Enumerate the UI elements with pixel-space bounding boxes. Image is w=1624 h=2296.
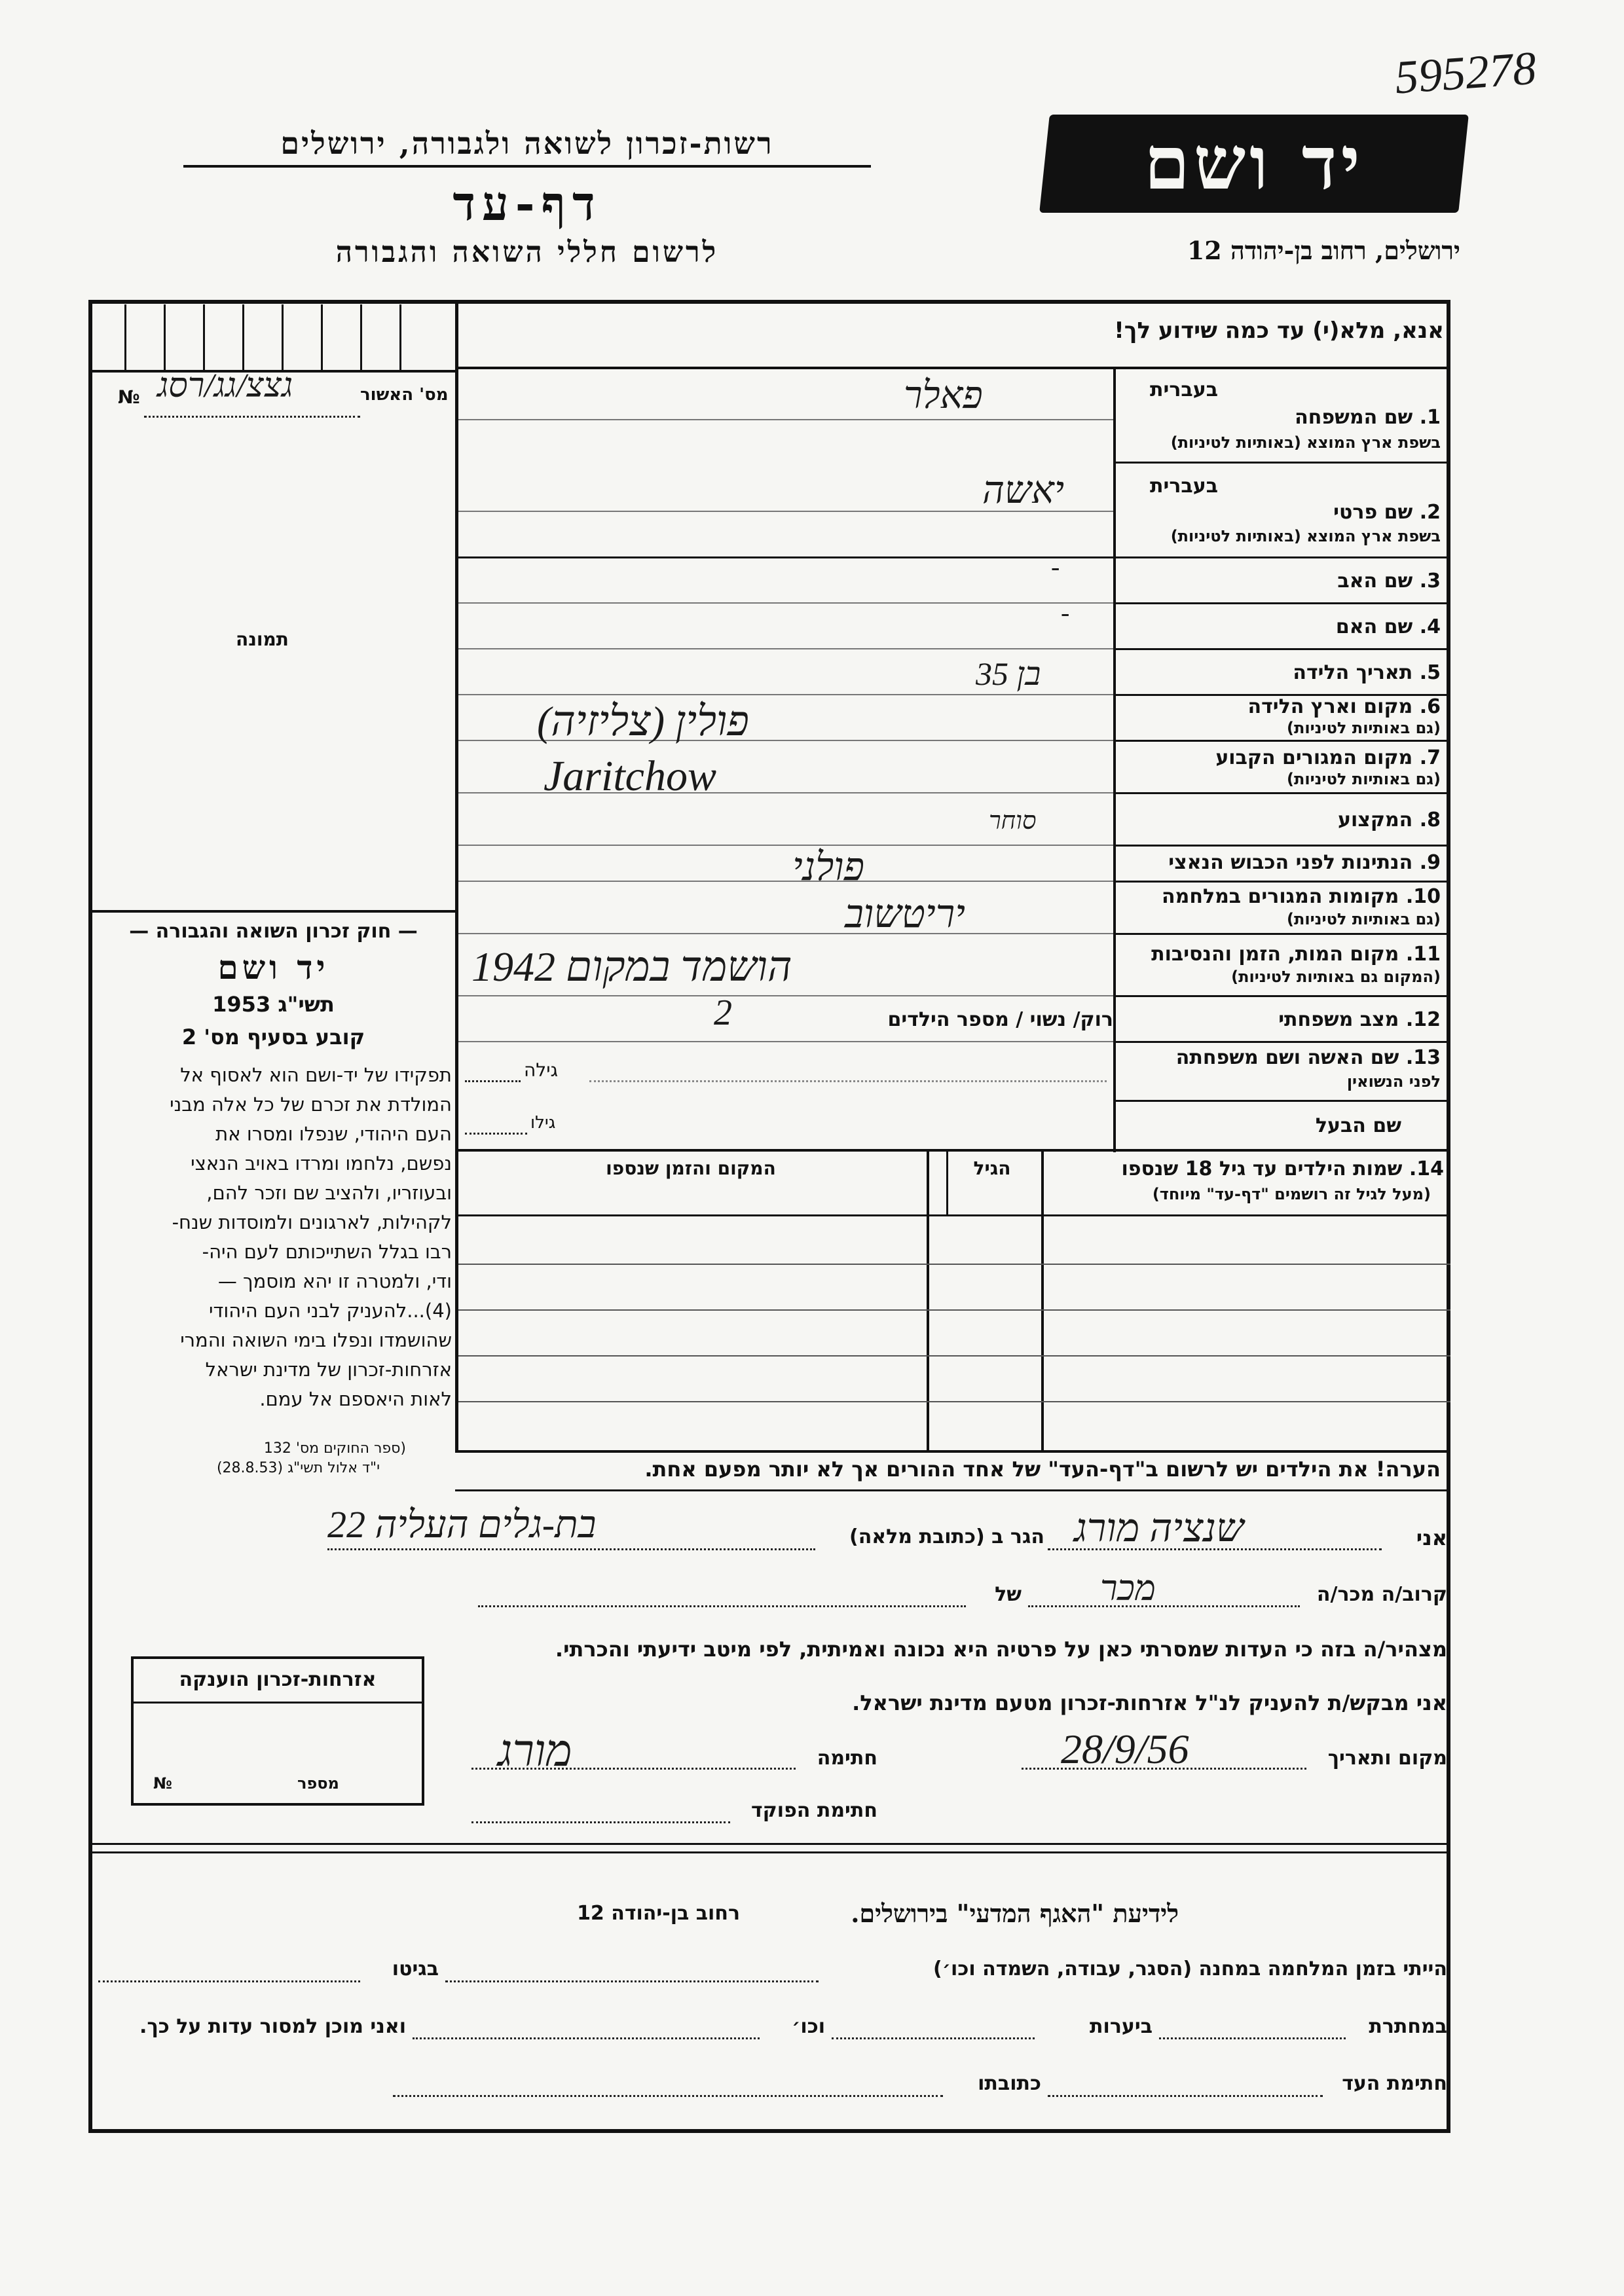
- row-line: [455, 556, 1450, 558]
- field-7-sub: (גם באותיות לטיניות): [1287, 770, 1441, 788]
- field-13-text: שם האשה ושם משפחתה: [1175, 1046, 1399, 1069]
- footer-ghetto-dots: [98, 1980, 360, 1982]
- tick: [321, 304, 323, 370]
- memorial-box-no: №: [153, 1774, 172, 1793]
- field-2-number: 2.: [1419, 501, 1441, 524]
- law-reference: (ספר החוקים מס' 132: [263, 1440, 406, 1457]
- field-4-text: שם האם: [1335, 615, 1413, 638]
- officer-signature-dots: [471, 1821, 730, 1823]
- row-line: [1113, 881, 1450, 883]
- field-13-sub: לפני הנשואין: [1346, 1072, 1441, 1091]
- value-line: [458, 648, 1113, 649]
- children-label: 14. שמות הילדים עד גיל 18 שנספו: [1121, 1157, 1444, 1180]
- field-10-text: מקומות המגורים במלחמה: [1162, 885, 1399, 908]
- field-8-text: המקצוע: [1337, 809, 1413, 831]
- footer-etc-label: וכו׳: [792, 2015, 825, 2038]
- logo-text: יד ושם: [1143, 120, 1365, 206]
- footer-ghetto-label: בגיטו: [392, 1958, 439, 1980]
- footer-title: לידיעת "האגף המדעי" בירושלים.: [851, 1899, 1179, 1928]
- value-line: [458, 602, 1113, 604]
- field-5-value[interactable]: בן 35: [976, 655, 1041, 692]
- field-6-sub: (גם באותיות לטיניות): [1287, 719, 1441, 737]
- approval-number-value[interactable]: גצצ/גג/רסג: [157, 367, 293, 405]
- field-12-label: [1126, 1008, 1441, 1031]
- children-header-line: [455, 1214, 1450, 1216]
- field-12-number: 12.: [1405, 1008, 1441, 1031]
- footer-sign-label: חתימת העד: [1342, 2072, 1447, 2095]
- witness-resides-label: הגר ב (כתובת מלאה): [849, 1525, 1044, 1548]
- tick: [164, 304, 166, 370]
- officer-signature-label: חתימת הפוקד: [751, 1799, 877, 1822]
- field-1-value[interactable]: פאלר: [904, 374, 983, 416]
- field-9-label: [1126, 851, 1441, 874]
- law-line: שהושמדו ונפלו בימי השואה והמרי: [180, 1329, 452, 1351]
- field-8-value[interactable]: סוחר: [989, 807, 1037, 835]
- law-line: לקהילות, לארגונים ולמוסדות שנח-: [172, 1211, 452, 1233]
- value-line: [458, 845, 1113, 846]
- field-5-text: תאריך הלידה: [1293, 661, 1413, 684]
- left-panel-divider: [455, 300, 458, 1452]
- field-1-label: [1126, 406, 1441, 429]
- value-line: [458, 419, 1113, 420]
- husband-age-label: גילו: [530, 1113, 556, 1133]
- field-1-sub: בשפת ארץ המוצא (באותיות לטיניות): [1170, 433, 1441, 452]
- note-top-line: [455, 1450, 1450, 1453]
- address: ירושלים, רחוב בן-יהודה 12: [1187, 236, 1460, 265]
- children-sub: (מעל לגיל זה רושמים "דף-עד" מיוחד): [1152, 1185, 1431, 1203]
- memorial-box-number: מספר: [297, 1774, 339, 1793]
- field-10-sub: (גם באותיות לטיניות): [1287, 910, 1441, 928]
- children-count-value[interactable]: 2: [714, 993, 732, 1033]
- witness-address-value[interactable]: בת-גלים העליה 22: [327, 1503, 597, 1546]
- footer-underground-label: במחתרת: [1369, 2015, 1447, 2038]
- field-2-extra: [1126, 475, 1218, 498]
- field-5-label: [1126, 661, 1441, 684]
- field-6-number: 6.: [1419, 695, 1441, 718]
- form-title: דף-עד: [452, 175, 602, 231]
- children-row-line: [458, 1355, 1450, 1357]
- field-2-hebrew-label: בעברית: [1150, 475, 1218, 498]
- wife-name-dots: [589, 1080, 1107, 1082]
- field-8-label: [1126, 809, 1441, 831]
- children-row-line: [458, 1264, 1450, 1265]
- field-3-text: שם האב: [1337, 570, 1413, 592]
- footer-address: רחוב בן-יהודה 12: [577, 1902, 740, 1925]
- field-2-text: שם פרטי: [1333, 501, 1413, 524]
- tick: [399, 304, 401, 370]
- husband-label: שם הבעל: [1315, 1114, 1401, 1137]
- row-line: [1113, 1041, 1450, 1043]
- intro-instruction: אנא, מלא(י) עד כמה שידוע לך!: [1114, 318, 1444, 344]
- value-line: [458, 881, 1113, 882]
- tick: [124, 304, 126, 370]
- witness-relative-value[interactable]: מכר: [1100, 1569, 1156, 1608]
- field-10-value[interactable]: יריטשוב: [845, 892, 965, 936]
- signature-label: חתימה: [817, 1747, 877, 1770]
- field-3-number: 3.: [1419, 570, 1441, 592]
- approval-no-mark: №: [118, 386, 140, 408]
- field-10-label: [1126, 885, 1441, 908]
- archive-number: 595278: [1393, 41, 1538, 104]
- law-line: ודי, ולמטרה זו יהא מוסמך —: [217, 1270, 452, 1292]
- tick: [360, 304, 362, 370]
- children-col-2: [927, 1149, 929, 1450]
- label-column-divider: [1113, 367, 1116, 1152]
- witness-relative-dots: [1028, 1605, 1300, 1607]
- footer-line-1: הייתי בזמן המלחמה במחנה (הסגר, עבודה, השמדה וכו׳): [933, 1958, 1447, 1980]
- tick: [203, 304, 205, 370]
- law-line: תפקידו של יד-ושם הוא לאסוף אל: [180, 1064, 452, 1086]
- footer-address-label: כתובתו: [978, 2072, 1041, 2095]
- field-11-text: מקום המות, הזמן והנסיבות: [1151, 943, 1399, 966]
- field-12-text: מצב משפחתי: [1278, 1008, 1399, 1031]
- field-11-label: [1126, 943, 1441, 966]
- witness-declaration: מצהיר/ה בזה כי העדות שמסרתי כאן על פרטיה היא נכונה ואמיתית, לפי מיטב ידיעתי והכרתי.: [555, 1637, 1447, 1662]
- marital-options: רוק/ נשוי / מספר הילדים: [887, 1008, 1113, 1031]
- law-line: (4)...להעניק לבני העם היהודי: [209, 1300, 452, 1322]
- approval-dots: [144, 416, 360, 418]
- children-age-header: הגיל: [973, 1157, 1011, 1179]
- children-col-3: [946, 1149, 948, 1214]
- field-7-number: 7.: [1419, 746, 1441, 769]
- witness-of-dots: [478, 1605, 966, 1607]
- field-9-value[interactable]: פולני: [792, 845, 865, 888]
- date-value[interactable]: 28/9/56: [1061, 1726, 1189, 1772]
- field-2-label: [1126, 501, 1441, 524]
- field-7-text: מקום המגורים הקבוע: [1215, 746, 1413, 769]
- field-4-value[interactable]: -: [1061, 598, 1070, 627]
- row-line: [1113, 462, 1450, 464]
- law-reference-2: י"ד אלול תשי"ג (28.8.53): [216, 1460, 380, 1476]
- law-line: אזרחות-זכרון של מדינת ישראל: [205, 1358, 452, 1381]
- photo-label: תמונה: [236, 629, 289, 650]
- field-3-value[interactable]: -: [1051, 552, 1060, 581]
- row-line: [1113, 933, 1450, 935]
- field-1-number: 1.: [1419, 406, 1441, 429]
- footer-camp-dots: [445, 1980, 819, 1982]
- footer-sign-dots: [1048, 2095, 1323, 2097]
- law-name: יד ושם: [217, 948, 329, 987]
- yad-vashem-logo: [1039, 115, 1469, 213]
- law-clause: קובע בסעיף מס' 2: [181, 1025, 365, 1049]
- field-1-extra: [1126, 378, 1218, 401]
- place-date-label: מקום ותאריך: [1327, 1747, 1447, 1770]
- law-line: ובעוזריו, ולהציב שם וזכר להם,: [206, 1182, 452, 1204]
- field-7-value[interactable]: Jaritchow: [544, 752, 716, 800]
- field-6-text: מקום וארץ הלידה: [1247, 695, 1413, 718]
- witness-request: אני מבקש/ת להעניק לנ"ל אזרחות-זכרון מטעם מדינת ישראל.: [852, 1690, 1447, 1715]
- witness-of-label: של: [995, 1583, 1022, 1606]
- law-text: [98, 1061, 452, 1414]
- footer-address-dots: [393, 2095, 943, 2097]
- law-line: העם היהודי, שנפלו ומסרו את: [215, 1123, 452, 1145]
- footer-ready-text: ואני מוכן למסור עדות על כך.: [139, 2015, 406, 2038]
- tick: [282, 304, 284, 370]
- value-line: [458, 995, 1113, 996]
- field-13-label: [1126, 1046, 1441, 1069]
- witness-address-dots: [327, 1548, 815, 1550]
- row-line: [1113, 648, 1450, 650]
- memorial-box-title: אזרחות-זכרון הוענקה: [179, 1668, 377, 1691]
- witness-i-label: אני: [1416, 1525, 1447, 1550]
- field-5-number: 5.: [1419, 661, 1441, 684]
- field-8-number: 8.: [1419, 809, 1441, 831]
- field-2-sub: בשפת ארץ המוצא (באותיות לטיניות): [1170, 527, 1441, 545]
- authority-name: רשות-זכרון לשואה ולגבורה, ירושלים: [280, 126, 774, 161]
- field-11-value[interactable]: הושמד במקום 1942: [471, 943, 792, 990]
- witness-relative-label: קרוב/ה מכר/ה: [1316, 1583, 1447, 1606]
- footer-etc-dots: [413, 2037, 760, 2039]
- field-4-label: [1126, 615, 1441, 638]
- field-9-text: הנתינות לפני הכבוש הנאצי: [1168, 851, 1413, 874]
- value-line: [458, 1041, 1113, 1042]
- field-2-value[interactable]: יאשה: [982, 469, 1065, 511]
- children-place-header: המקום והזמן שנספו: [606, 1157, 776, 1179]
- field-9-number: 9.: [1419, 851, 1441, 874]
- field-6-label: [1126, 695, 1441, 718]
- photo-bottom-line: [88, 910, 455, 913]
- law-line: לאות היאספם אל עמם.: [259, 1388, 452, 1410]
- field-1-hebrew-label: בעברית: [1150, 378, 1218, 401]
- wife-age-dots: [465, 1080, 521, 1082]
- field-6-value[interactable]: פולין (צליזיה): [537, 698, 749, 744]
- row-line: [1113, 1100, 1450, 1102]
- children-row-line: [458, 1309, 1450, 1311]
- law-line: המולדת את זכרם של כל אלה מבני: [170, 1093, 452, 1116]
- footer-top-line-2: [88, 1851, 1450, 1853]
- note-bottom-line: [455, 1489, 1450, 1491]
- wife-age-label: גילה: [524, 1059, 559, 1081]
- note-text: הערה! את הילדים יש לרשום ב"דף-העד" של אחד ההורים אך לא יותר מפעם אחת.: [644, 1457, 1441, 1482]
- footer-top-line: [88, 1843, 1450, 1845]
- children-col-1: [1041, 1149, 1044, 1450]
- form-subtitle: לרשום חללי השואה והגבורה: [335, 236, 719, 269]
- footer-forests-dots: [832, 2037, 1035, 2039]
- children-row-line: [458, 1401, 1450, 1402]
- tick: [242, 304, 244, 370]
- footer-underground-dots: [1159, 2037, 1346, 2039]
- field-11-sub: (המקום גם באותיות לטיניות): [1231, 968, 1441, 986]
- header-underline: [183, 165, 871, 168]
- field-7-label: [1126, 746, 1441, 769]
- husband-age-dots: [465, 1133, 527, 1135]
- field-3-label: [1126, 570, 1441, 592]
- value-line: [458, 933, 1113, 934]
- memorial-citizenship-box: [131, 1656, 424, 1806]
- row-line: [1113, 995, 1450, 997]
- row-line: [1113, 792, 1450, 794]
- signature-value[interactable]: מורג: [498, 1726, 572, 1776]
- footer-forests-label: ביערות: [1090, 2015, 1153, 2038]
- field-1-text: שם המשפחה: [1295, 406, 1413, 429]
- memorial-box-inner-line: [134, 1702, 422, 1704]
- field-13-number: 13.: [1405, 1046, 1441, 1069]
- row-line: [1113, 602, 1450, 604]
- approval-label: מס' האשור: [360, 385, 449, 405]
- witness-name-value[interactable]: שנציה מורג: [1074, 1506, 1244, 1550]
- field-11-number: 11.: [1405, 943, 1441, 966]
- field-10-number: 10.: [1405, 885, 1441, 908]
- law-line: רבו בגלל השתייכותם לעם היה-: [202, 1241, 452, 1263]
- field-4-number: 4.: [1419, 615, 1441, 638]
- law-title: — חוק זכרון השואה והגבורה —: [129, 920, 418, 943]
- intro-bottom-line: [455, 367, 1450, 369]
- row-line: [1113, 845, 1450, 847]
- value-line: [458, 694, 1113, 695]
- law-year: תשי"ג 1953: [212, 992, 335, 1017]
- law-line: נפשם, נלחמו ומרדו באויב הנאצי: [191, 1152, 452, 1175]
- row-line: [455, 1149, 1450, 1152]
- row-line: [1113, 740, 1450, 742]
